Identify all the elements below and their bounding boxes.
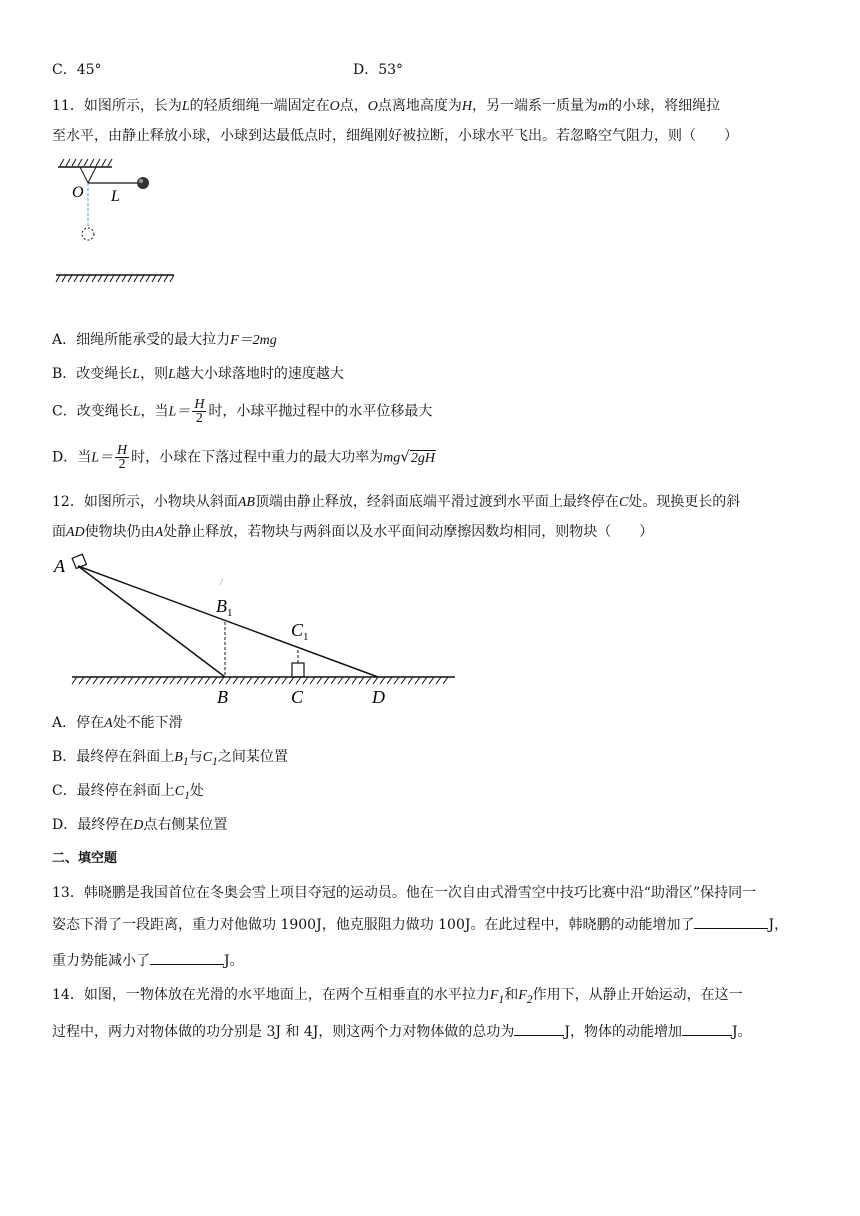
- var-F1: F: [489, 988, 499, 1003]
- ball: [137, 177, 149, 189]
- answer-blank-4[interactable]: [682, 1021, 732, 1036]
- var-D: D: [133, 818, 144, 833]
- var-O: O: [367, 99, 378, 114]
- var-F2: F: [518, 988, 527, 1003]
- frac-num: H: [194, 397, 205, 412]
- text: 处静止释放，若物块与两斜面以及水平面间动摩擦因数均相同，则物块（ ）: [163, 524, 654, 540]
- var-AB: AB: [237, 495, 255, 510]
- text: 过程中，两力对物体做的功分别是 3J 和 4J，则这两个力对物体做的总功为: [52, 1024, 515, 1040]
- text: 姿态下滑了一段距离，重力对他做功 1900J，他克服阻力做功 100J。在此过程中，韩晓鹏的动能增加了: [52, 917, 695, 933]
- q11-option-a: [52, 330, 277, 351]
- sub-1: 1: [184, 788, 190, 802]
- tick-mark: /: [220, 577, 223, 587]
- text: 作用下，从静止开始运动，在这一: [532, 987, 743, 1003]
- label-D: D: [372, 687, 385, 707]
- q12-option-c: [52, 781, 204, 806]
- text: 与: [188, 749, 203, 765]
- q11-option-b: [52, 364, 344, 385]
- label-O: O: [72, 184, 84, 201]
- var-B1: B: [174, 750, 183, 765]
- q13-line3: [52, 950, 244, 971]
- var-L: L: [132, 404, 141, 420]
- sub-2: 2: [526, 992, 533, 1006]
- text: 时，小球在下落过程中重力的最大功率为: [131, 449, 384, 466]
- q12-option-b: [52, 747, 288, 772]
- text: C．最终停在斜面上: [52, 783, 175, 799]
- frac-lhs: L＝: [168, 404, 191, 420]
- radicand: 2gH: [410, 450, 435, 466]
- label-B: B: [217, 687, 228, 707]
- var-O: O: [329, 99, 340, 114]
- text: 12．如图所示，小物块从斜面: [52, 494, 238, 510]
- text: 面: [52, 524, 66, 540]
- text: 时，小球平抛过程中的水平位移最大: [208, 403, 433, 420]
- answer-blank-3[interactable]: [514, 1021, 564, 1036]
- q12-stem-line1: [52, 492, 740, 513]
- text: J。: [732, 1024, 752, 1040]
- frac-den: 2: [118, 457, 126, 472]
- power-mg: mg: [383, 450, 401, 466]
- text: ，当: [140, 403, 169, 420]
- text: 11．如图所示，长为: [52, 98, 182, 114]
- sub-1: 1: [498, 992, 505, 1006]
- q11-option-c: [52, 398, 432, 425]
- q13-line2: [52, 914, 788, 935]
- fraction-H-over-2: [192, 398, 206, 425]
- text: D．当: [52, 449, 92, 466]
- q10-option-d: D．53°: [353, 62, 404, 78]
- q11-option-d: [52, 444, 436, 471]
- text: B．改变绳长: [52, 366, 133, 382]
- text: ，另一端系一质量为: [472, 98, 598, 114]
- block-at-C: [292, 663, 304, 677]
- ceiling-hatch: [60, 159, 112, 166]
- q14-line1: [52, 985, 743, 1010]
- text: 处不能下滑: [112, 715, 183, 731]
- text: B．最终停在斜面上: [52, 749, 175, 765]
- fraction-H-over-2: [115, 444, 129, 471]
- frac-den: 2: [195, 411, 203, 426]
- ball-lowest-dashed: [82, 228, 94, 240]
- label-A: A: [54, 556, 65, 576]
- text: 处。现换更长的斜: [628, 494, 741, 510]
- q11-stem-line1: [52, 96, 720, 117]
- ground-hatch: [72, 677, 448, 684]
- incline-AD: [78, 566, 378, 677]
- q12-option-d: [52, 815, 227, 836]
- text: 和: [504, 987, 519, 1003]
- answer-blank-2[interactable]: [150, 950, 224, 965]
- text: 的轻质细绳一端固定在: [189, 98, 330, 114]
- sub-1: 1: [182, 754, 189, 768]
- section-title: 二、填空题: [52, 851, 118, 866]
- label-C: C: [291, 687, 304, 707]
- var-L: L: [132, 367, 141, 382]
- ground-hatch: [56, 275, 174, 282]
- q14-line2: [52, 1021, 752, 1042]
- var-C1: C: [174, 784, 185, 799]
- text: 点右侧某位置: [143, 817, 228, 833]
- formula: F＝2mg: [230, 333, 277, 348]
- q11-stem-line2: 至水平，由静止释放小球，小球到达最低点时，细绳刚好被拉断，小球水平飞出。若忽略空气阻力，则（ ）: [52, 128, 738, 144]
- q10-option-c: C．45°: [52, 62, 102, 78]
- text: 使物块仍由: [84, 524, 155, 540]
- radical-sign: √: [400, 447, 410, 466]
- text: J。: [224, 953, 244, 969]
- text: J，物体的动能增加: [564, 1024, 683, 1040]
- sub-1: 1: [212, 754, 218, 768]
- text: A．细绳所能承受的最大拉力: [52, 332, 231, 348]
- var-A: A: [154, 525, 164, 540]
- var-m: m: [598, 99, 609, 114]
- label-B1: $B_1$: [216, 596, 233, 619]
- text: 顶端由静止释放，经斜面底端平滑过渡到水平面上最终停在: [254, 494, 619, 510]
- text: 点，: [339, 98, 368, 114]
- q13-line1: 13．韩晓鹏是我国首位在冬奥会雪上项目夺冠的运动员。他在一次自由式滑雪空中技巧比赛中沿“助滑区”保持同一: [52, 885, 757, 901]
- pivot-left: [80, 167, 88, 183]
- var-A: A: [104, 716, 113, 731]
- text: 14．如图，一物体放在光滑的水平地面上，在两个互相垂直的水平拉力: [52, 987, 490, 1003]
- text: 点离地高度为: [377, 98, 462, 114]
- var-L: L: [181, 99, 190, 114]
- text: J，: [768, 917, 789, 933]
- var-AD: AD: [66, 525, 85, 540]
- text: C．改变绳长: [52, 403, 133, 420]
- text: D．最终停在: [52, 817, 134, 833]
- q12-incline-figure: [50, 550, 470, 710]
- var-C1: C: [202, 750, 213, 765]
- q11-pendulum-figure: [52, 155, 182, 285]
- text: 处: [189, 783, 204, 799]
- label-C1: $C_1$: [291, 620, 309, 643]
- var-L: L: [168, 367, 176, 382]
- text: 的小球，将细绳拉: [608, 98, 721, 114]
- answer-blank-1[interactable]: [694, 914, 768, 929]
- frac-lhs: L＝: [91, 450, 114, 466]
- incline-AB: [78, 566, 225, 677]
- pivot-right: [88, 167, 96, 183]
- text: ，则: [140, 366, 169, 382]
- label-L: L: [111, 188, 120, 205]
- text: 之间某位置: [217, 749, 288, 765]
- q12-option-a: [52, 713, 183, 734]
- ball-highlight: [139, 179, 143, 183]
- q12-stem-line2: [52, 522, 653, 543]
- text: 越大小球落地时的速度越大: [175, 366, 344, 382]
- var-C: C: [618, 495, 629, 510]
- text: 重力势能减小了: [52, 953, 150, 969]
- frac-num: H: [117, 443, 128, 458]
- var-H: H: [461, 99, 472, 114]
- text: A．停在: [52, 715, 105, 731]
